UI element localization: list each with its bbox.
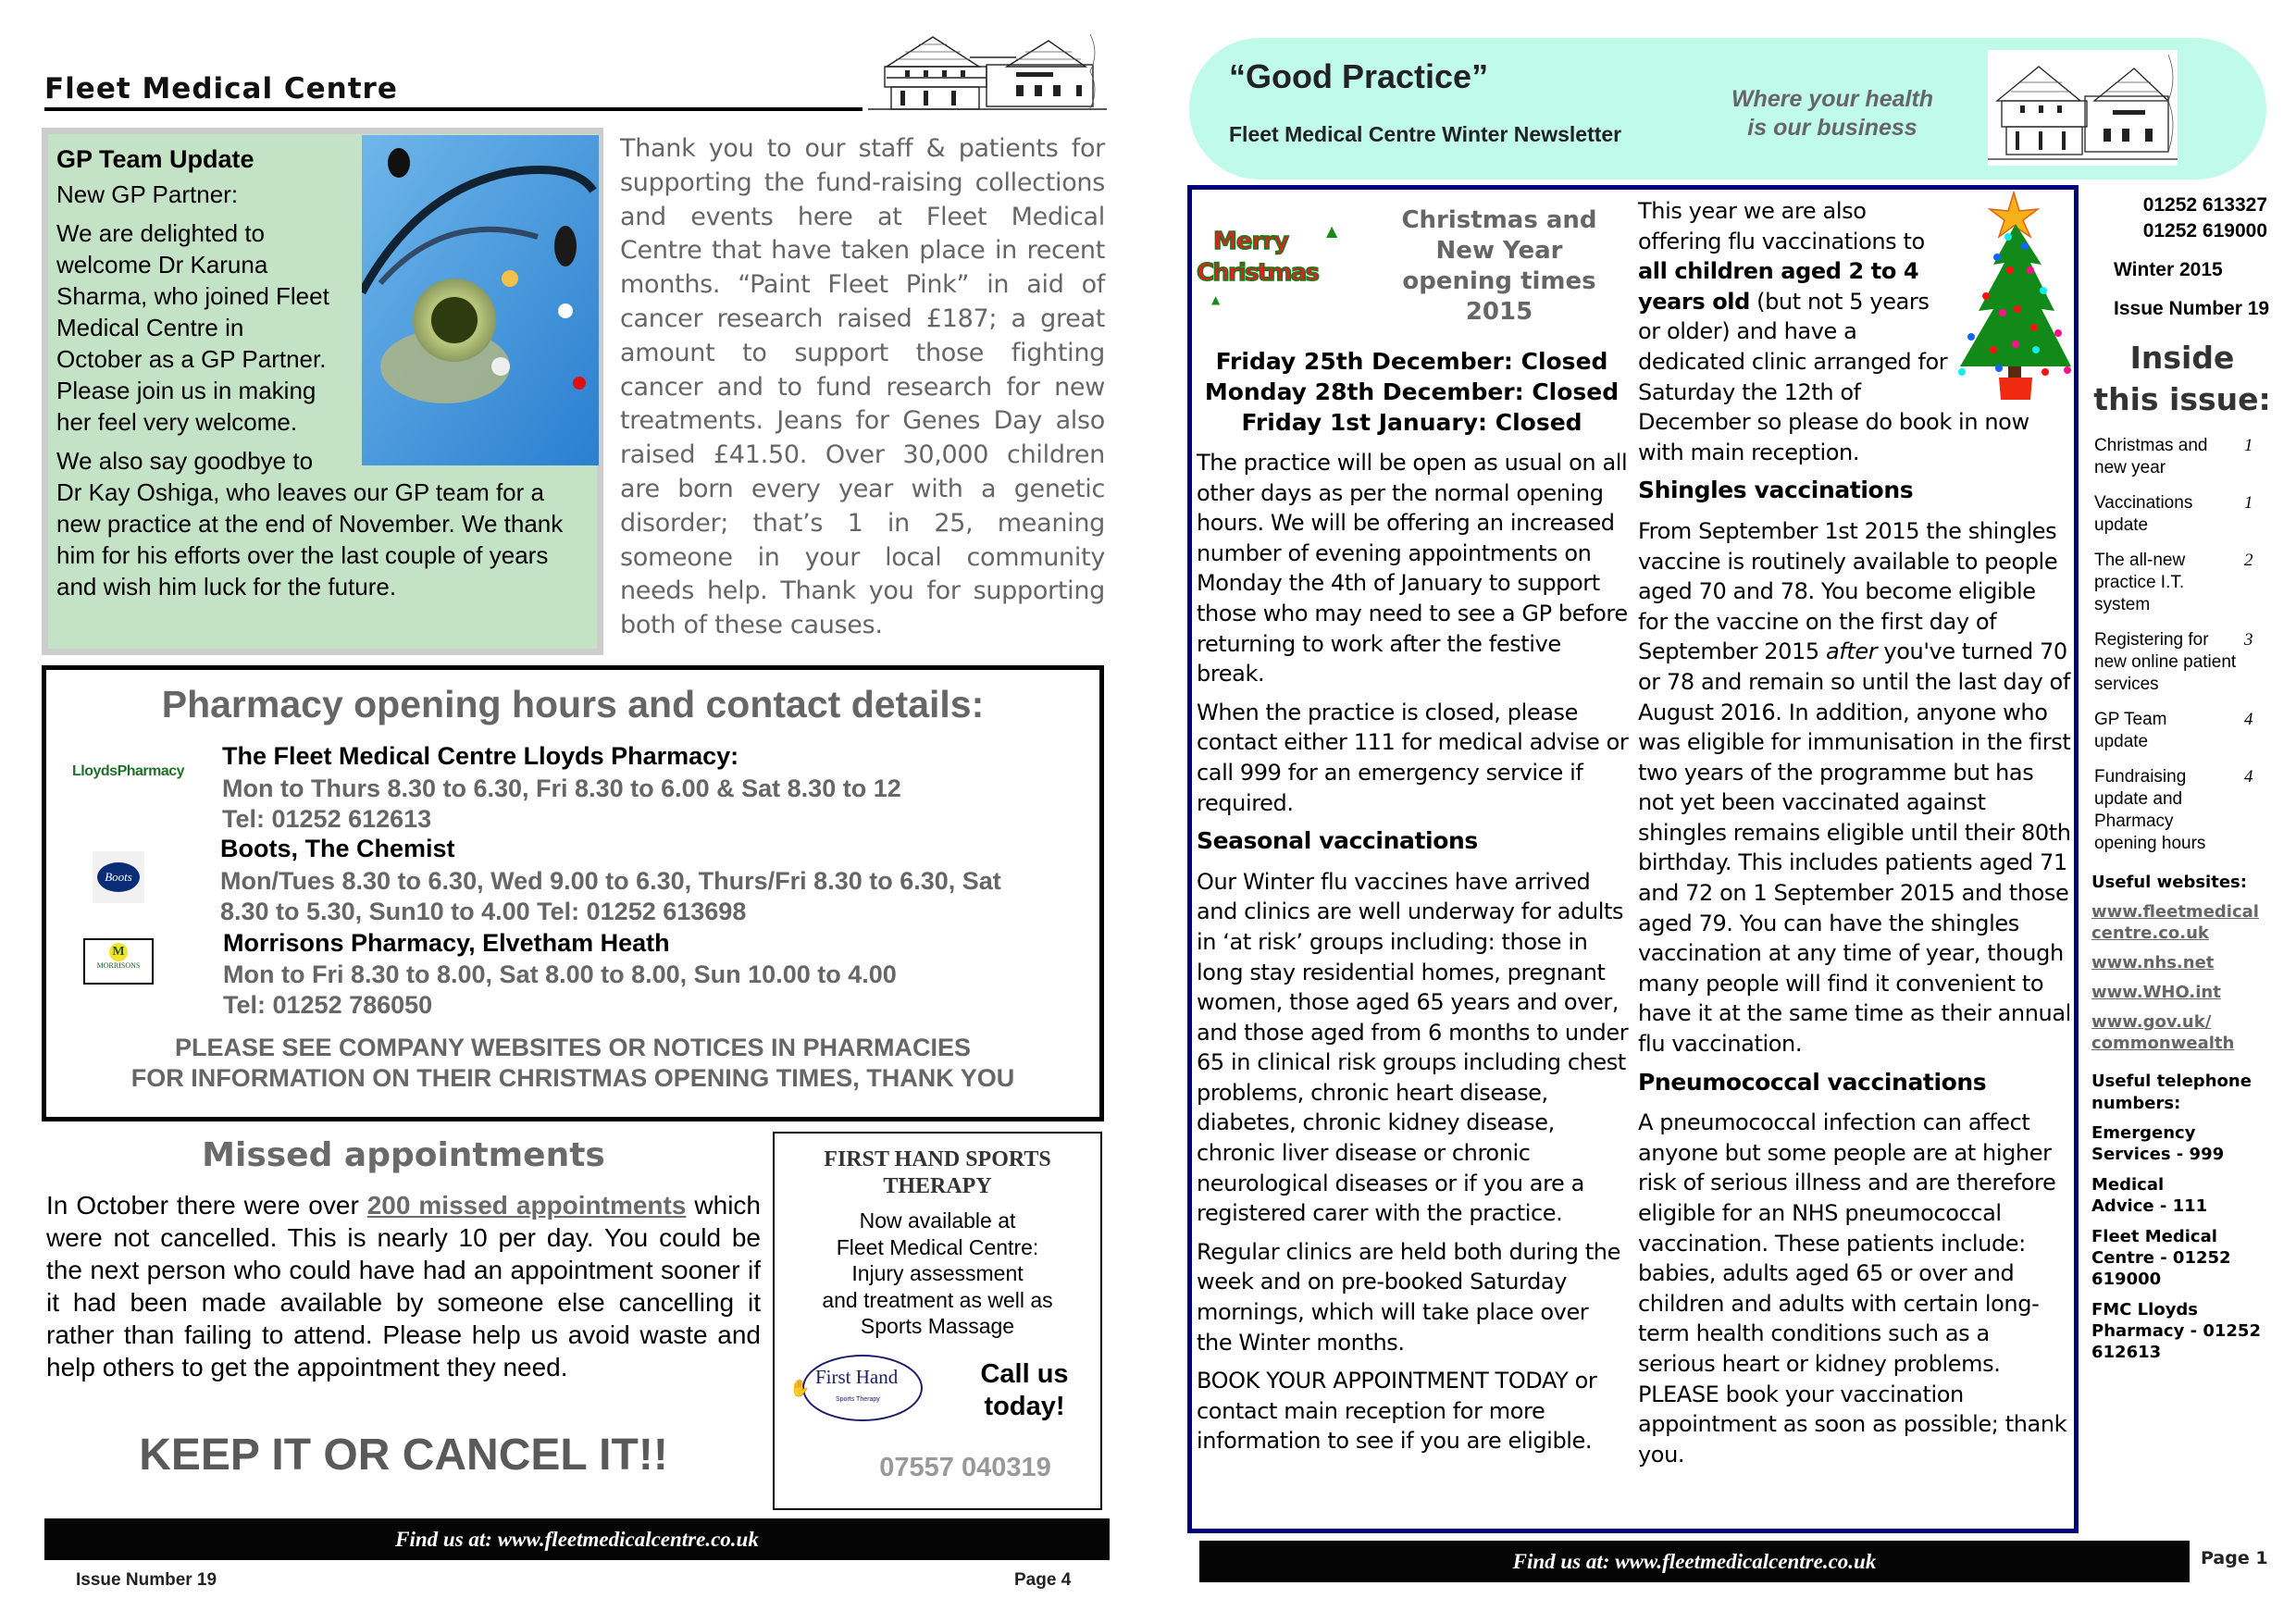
heading-line: opening times 2015 xyxy=(1402,267,1596,326)
pharmacy-hours: Mon to Thurs 8.30 to 6.30, Fri 8.30 to 6.00 & Sat 8.30 to 12 xyxy=(222,774,901,802)
text-run: From September 1st 2015 the shingles vaccine is routinely available to people aged 70 and 78. You become eligible for the vaccine on the first day of September 2015 xyxy=(1638,517,2058,665)
pharmacy-note-line1: PLEASE SEE COMPANY WEBSITES OR NOTICES IN PHARMACIES xyxy=(174,1034,972,1061)
toc-item[interactable] xyxy=(2090,709,2275,753)
tagline-line: is our business xyxy=(1747,115,1917,141)
building-sketch-image xyxy=(868,30,1107,113)
toc-item[interactable] xyxy=(2090,550,2275,616)
gp-update-subheading: New GP Partner: xyxy=(56,180,239,208)
advert-title-line: FIRST HAND SPORTS xyxy=(824,1147,1051,1171)
first-hand-logo xyxy=(788,1353,926,1421)
toc-label: Vaccinations update xyxy=(2094,493,2193,535)
pharmacy-box xyxy=(42,665,1104,1121)
toc-page: 1 xyxy=(2244,436,2253,455)
pharmacy-note-line2: FOR INFORMATION ON THEIR CHRISTMAS OPENING TIMES, THANK YOU xyxy=(130,1064,1015,1092)
first-hand-advert xyxy=(773,1132,1102,1510)
advert-title xyxy=(775,1146,1100,1200)
advert-title-line: THERAPY xyxy=(883,1174,992,1198)
gp-update-goodbye xyxy=(56,445,591,602)
right-footer-bar xyxy=(1199,1541,2190,1582)
sidebar-season: Winter 2015 xyxy=(2114,259,2223,280)
logo-text: First Hand xyxy=(815,1366,899,1388)
missed-appointments-text xyxy=(46,1189,761,1383)
text-line: We also say goodbye to xyxy=(56,447,314,475)
text-run: This year we are also offering flu vaccinations to xyxy=(1638,198,1925,254)
small-tree-icon: ▲ xyxy=(1326,222,1338,240)
morrisons-logo xyxy=(83,938,154,985)
text-run: In October there were over xyxy=(46,1191,367,1220)
pharmacy-name: The Fleet Medical Centre Lloyds Pharmacy: xyxy=(222,742,739,770)
heading-line: Inside xyxy=(2129,340,2235,376)
toc-label: Fundraising update and Pharmacy opening hours xyxy=(2094,767,2206,853)
useful-websites-heading: Useful websites: xyxy=(2091,873,2247,892)
pneumococcal-heading: Pneumococcal vaccinations xyxy=(1638,1068,1987,1096)
pharmacy-hours: Mon/Tues 8.30 to 6.30, Wed 9.00 to 6.30, Thurs/Fri 8.30 to 6.30, Sat xyxy=(220,867,1001,895)
text-line: Medical Centre in xyxy=(56,314,244,341)
children-age-highlight: all children aged 2 to 4 years old xyxy=(1638,258,1919,315)
toc-page: 4 xyxy=(2244,767,2253,787)
phone-number: 01252 613327 xyxy=(2142,194,2267,216)
header-rule xyxy=(44,107,863,111)
website-link[interactable]: www.gov.uk/ commonwealth xyxy=(2091,1012,2235,1053)
pneumococcal-para: A pneumococcal infection can affect anyone but some people are at higher risk of serious illness and are therefore eligible for an NHS pneumococcal vaccination. These patients include: babies, adults aged 65 or over and children and adults with certain long-term health conditions such as a serious heart or kidney problems. PLEASE book your vaccination appointment as soon as possible; thank you. xyxy=(1638,1109,2067,1468)
advert-body xyxy=(775,1208,1100,1340)
small-tree-icon: ▲ xyxy=(1211,293,1221,306)
masthead-tagline xyxy=(1703,85,1962,142)
stethoscope-photo xyxy=(362,135,599,465)
sidebar xyxy=(2090,192,2275,1372)
useful-phone: FMC Lloyds Pharmacy - 01252 612613 xyxy=(2091,1300,2261,1362)
useful-phone: Medical Advice - 111 xyxy=(2091,1175,2208,1216)
lloyds-pharmacy-logo xyxy=(72,763,184,780)
sidebar-issue: Issue Number 19 xyxy=(2114,298,2270,319)
text-line: Fleet Medical Centre: xyxy=(836,1234,1039,1259)
lloyds-logo-text: LloydsPharmacy xyxy=(72,763,185,779)
newsletter-title: “Good Practice” xyxy=(1229,57,1489,95)
right-page-number: Page 1 xyxy=(2201,1548,2268,1568)
left-issue-number: Issue Number 19 xyxy=(76,1570,217,1590)
fundraising-text: Thank you to our staff & patients for supporting the fund-raising collections and events here at Fleet Medical Centre that have taken place in recent months. “Paint Fleet Pink” in aid of cancer research raised £187; a great amount to support those fighting cancer and to fund research for new treatments. Jeans for Genes Day also raised £41.50. Over 30,000 children are born every year with a genetic disorder; that’s 1 in 25, meaning someone in your local community needs help. Thank you for supporting both of these causes. xyxy=(620,134,1105,640)
morrisons-logo-text: MORRISONS xyxy=(96,961,141,970)
website-link[interactable]: www.WHO.int xyxy=(2091,983,2221,1002)
toc-page: 2 xyxy=(2244,551,2253,570)
website-link[interactable]: www.nhs.net xyxy=(2091,953,2215,973)
text-line: Injury assessment xyxy=(851,1261,1024,1285)
advert-phone: 07557 040319 xyxy=(879,1453,1051,1482)
text-line: Now available at xyxy=(859,1208,1016,1233)
seasonal-para-2: Regular clinics are held both during the week and on pre-booked Saturday mornings, which will take place over the Winter months. xyxy=(1197,1238,1620,1356)
logo-subtext: Sports Therapy xyxy=(836,1396,880,1403)
text-line: and treatment as well as xyxy=(822,1287,1053,1312)
pharmacy-name: Boots, The Chemist xyxy=(220,835,455,862)
pharmacy-name: Morrisons Pharmacy, Elvetham Heath xyxy=(223,929,670,957)
seasonal-para-3: BOOK YOUR APPOINTMENT TODAY or contact main reception for more information to see if you are eligible. xyxy=(1197,1368,1597,1455)
pharmacy-tel: 8.30 to 5.30, Sun10 to 4.00 Tel: 01252 613698 xyxy=(220,898,747,925)
hand-icon: ✋ xyxy=(789,1379,811,1398)
heading-line: New Year xyxy=(1435,237,1563,265)
useful-phones-heading: Useful telephone numbers: xyxy=(2091,1072,2252,1113)
merry-text: Merry xyxy=(1213,228,1289,255)
call-us-text xyxy=(964,1358,1085,1423)
text-line: Sharma, who joined Fleet xyxy=(56,282,329,310)
building-sketch-image xyxy=(1988,50,2178,166)
text-line: Call us xyxy=(980,1359,1069,1389)
seasonal-heading: Seasonal vaccinations xyxy=(1197,827,1478,855)
christmas-para-1: The practice will be open as usual on all other days as per the normal opening hours. We will be offering an increased number of evening appointments on Monday the 4th of January to support those who may need to see a GP before returning to work after the festive break. xyxy=(1197,450,1628,688)
closure-line: Monday 28th December: Closed xyxy=(1204,378,1620,405)
website-link[interactable]: www.fleetmedical centre.co.uk xyxy=(2091,902,2259,943)
merry-christmas-graphic xyxy=(1195,222,1359,307)
shingles-para xyxy=(1638,516,2071,1059)
christmas-para-2: When the practice is closed, please contact either 111 for medical advise or call 999 for an emergency service if required. xyxy=(1197,699,1629,816)
toc-label: Christmas and new year xyxy=(2094,436,2208,477)
column-1 xyxy=(1197,448,1630,1465)
pharmacy-tel: Tel: 01252 612613 xyxy=(222,805,432,833)
pharmacy-hours: Mon to Fri 8.30 to 8.00, Sat 8.00 to 8.00, Sun 10.00 to 4.00 xyxy=(223,960,897,988)
logo-oval xyxy=(802,1355,923,1421)
toc-page: 3 xyxy=(2244,630,2253,650)
seasonal-para-1: Our Winter flu vaccines have arrived and clinics are well underway for adults in ‘at risk’ groups including: those in long stay residential homes, pregnant women, those aged 65 years and over, and those aged from 6 months to under 65 in clinical risk groups including chest problems, chronic heart disease, diabetes, chronic kidney disease, chronic liver disease or chronic neurological diseases or if you are a registered carer with the practice. xyxy=(1197,868,1629,1227)
boots-logo-oval: Boots xyxy=(97,862,140,892)
heading-line: this issue: xyxy=(2093,381,2271,417)
toc-page: 1 xyxy=(2244,493,2253,513)
footer-website: Find us at: www.fleetmedicalcentre.co.uk xyxy=(1512,1550,1877,1573)
shingles-heading: Shingles vaccinations xyxy=(1638,477,1914,504)
pharmacy-heading: Pharmacy opening hours and contact details: xyxy=(161,683,985,725)
text-run: you've turned 70 or 78 and remain so until the last day of August 2016. In addition, anyone who was eligible for immunisation in the first two years of the programme but has not yet been vaccinated against shingles remains eligible until their 80th birthday. This includes patients aged 71 and 72 on 1 September 2015 and those aged 79. You can have the shingles vaccination at any time of year, though many people will find it convenient to have it at the same time as their annual flu vaccination. xyxy=(1638,638,2071,1058)
text-line: her feel very welcome. xyxy=(56,408,298,436)
text-run: (but not 5 years or older) and have a dedicated clinic arranged for Saturday the 12th of December so please do book in now with main reception. xyxy=(1638,288,2029,465)
useful-phone: Fleet Medical Centre - 01252 619000 xyxy=(2091,1227,2231,1289)
text-line: Please join us in making xyxy=(56,377,316,404)
closure-dates xyxy=(1197,346,1627,438)
christmas-heading xyxy=(1365,205,1633,328)
missed-appointments-heading: Missed appointments xyxy=(202,1136,605,1174)
gp-update-heading: GP Team Update xyxy=(56,145,254,173)
toc-item[interactable] xyxy=(2090,629,2275,696)
left-page-title: Fleet Medical Centre xyxy=(44,72,398,105)
column-2 xyxy=(1638,196,2071,1478)
keep-or-cancel-slogan: KEEP IT OR CANCEL IT!! xyxy=(139,1431,668,1480)
christmas-tree-image xyxy=(1956,191,2075,400)
newsletter-subtitle: Fleet Medical Centre Winter Newsletter xyxy=(1229,122,1622,146)
toc-item[interactable] xyxy=(2090,435,2275,479)
toc-item[interactable] xyxy=(2090,492,2275,537)
morrisons-logo-m: M xyxy=(109,943,128,961)
text-line: Dr Kay Oshiga, who leaves our GP team for a new practice at the end of November. We thank him for his efforts over the last couple of years and wish him luck for the future. xyxy=(56,478,564,601)
gp-update-welcome xyxy=(56,217,366,438)
closure-line: Friday 1st January: Closed xyxy=(1241,409,1582,436)
phone-number: 01252 619000 xyxy=(2142,220,2267,242)
text-line: We are delighted to xyxy=(56,219,265,247)
closure-line: Friday 25th December: Closed xyxy=(1215,348,1608,375)
text-line: October as a GP Partner. xyxy=(56,345,327,373)
text-run: which were not cancelled. This is nearly 10 per day. You could be the next person who could have had an appointment sooner if it had been made available by someone else cancelling it rather than failing to attend. Please help us avoid waste and help others to get the appointment they need. xyxy=(46,1191,761,1381)
text-italic: after xyxy=(1826,638,1878,665)
toc-item[interactable] xyxy=(2090,766,2275,855)
text-line: welcome Dr Karuna xyxy=(56,251,268,279)
christmas-text: Christmas xyxy=(1197,259,1319,287)
toc-label: Registering for new online patient services xyxy=(2094,630,2237,694)
pharmacy-tel: Tel: 01252 786050 xyxy=(223,991,433,1019)
text-line: today! xyxy=(984,1392,1065,1421)
footer-website: Find us at: www.fleetmedicalcentre.co.uk xyxy=(395,1528,759,1551)
text-line: Sports Massage xyxy=(860,1314,1015,1338)
sidebar-phones xyxy=(2090,192,2275,244)
missed-count-highlight: 200 missed appointments xyxy=(366,1191,687,1220)
tagline-line: Where your health xyxy=(1731,86,1934,112)
toc-page: 4 xyxy=(2244,710,2253,729)
left-page-number: Page 4 xyxy=(1014,1570,1072,1590)
boots-logo xyxy=(93,851,144,903)
inside-this-issue-heading xyxy=(2090,337,2275,420)
heading-line: Christmas and xyxy=(1401,206,1597,234)
left-footer-bar xyxy=(44,1518,1110,1560)
toc-label: GP Team update xyxy=(2094,710,2167,751)
toc-label: The all-new practice I.T. system xyxy=(2094,551,2186,614)
useful-phone: Emergency Services - 999 xyxy=(2091,1123,2225,1164)
